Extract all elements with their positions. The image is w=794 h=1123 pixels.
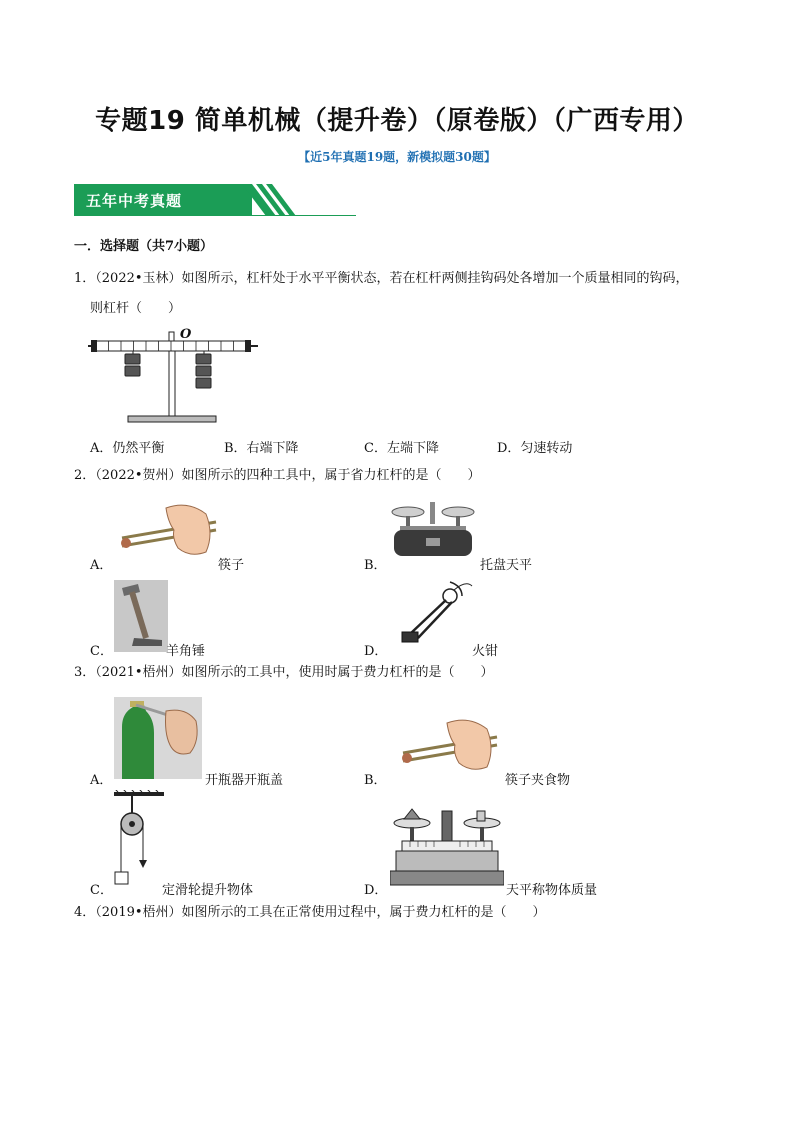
question-2-option-d-label: 火钳 xyxy=(472,644,499,659)
question-3-option-b-letter: B． xyxy=(364,773,387,788)
page-title: 专题19 简单机械（提升卷）（原卷版）（广西专用） xyxy=(95,106,699,136)
question-3-option-c-letter: C． xyxy=(90,883,113,898)
question-3-option-a-label: 开瓶器开瓶盖 xyxy=(205,773,284,788)
question-2-option-a-letter: A． xyxy=(90,558,113,573)
page-subtitle: 【近5年真题19题，新模拟题30题】 xyxy=(298,150,496,164)
question-4-line-1: 4．（2019•梧州）如图所示的工具在正常使用过程中，属于费力杠杆的是（ ） xyxy=(74,905,546,920)
question-1-option-d: D．匀速转动 xyxy=(497,441,573,456)
section-banner-text: 五年中考真题 xyxy=(86,192,183,210)
section-banner-underline xyxy=(74,215,356,216)
question-2-option-d-letter: D． xyxy=(364,644,388,659)
section-banner xyxy=(74,184,356,218)
bottle-opener-image xyxy=(114,697,202,779)
question-2-option-c-letter: C． xyxy=(90,644,113,659)
question-3-option-d-label: 天平称物体质量 xyxy=(506,883,598,898)
question-1-line-1: 1．（2022•玉林）如图所示，杠杆处于水平平衡状态，若在杠杆两侧挂钩码处各增加一个质量相同的钩码， xyxy=(74,271,689,286)
lever-balance-figure xyxy=(88,326,268,426)
question-2-option-b-letter: B． xyxy=(364,558,387,573)
fire-tongs-image xyxy=(398,578,474,648)
question-3-option-b-label: 筷子夹食物 xyxy=(505,773,571,788)
question-3-option-c-label: 定滑轮提升物体 xyxy=(162,883,254,898)
claw-hammer-image xyxy=(114,580,168,652)
question-3-option-d-letter: D． xyxy=(364,883,388,898)
chopsticks-image xyxy=(118,500,218,560)
question-1-option-a: A．仍然平衡 xyxy=(90,441,165,456)
question-1-option-b: B．右端下降 xyxy=(224,441,299,456)
chopsticks-food-image xyxy=(396,715,502,775)
banner-stripes-icon xyxy=(242,184,332,217)
question-2-option-c-label: 羊角锤 xyxy=(166,644,206,659)
balance-scale-image xyxy=(390,805,504,891)
fulcrum-label: O xyxy=(180,327,192,342)
question-3-option-a-letter: A． xyxy=(90,773,113,788)
question-1-option-c: C．左端下降 xyxy=(364,441,439,456)
part-heading: 一．选择题（共7小题） xyxy=(74,239,214,254)
question-2-line-1: 2．（2022•贺州）如图所示的四种工具中，属于省力杠杆的是（ ） xyxy=(74,468,481,483)
question-2-option-a-label: 筷子 xyxy=(218,558,245,573)
question-2-option-b-label: 托盘天平 xyxy=(480,558,533,573)
tray-balance-image xyxy=(388,500,478,562)
question-3-line-1: 3．（2021•梧州）如图所示的工具中，使用时属于费力杠杆的是（ ） xyxy=(74,665,494,680)
question-1-line-2: 则杠杆（ ） xyxy=(90,301,182,316)
fixed-pulley-image xyxy=(112,790,168,888)
